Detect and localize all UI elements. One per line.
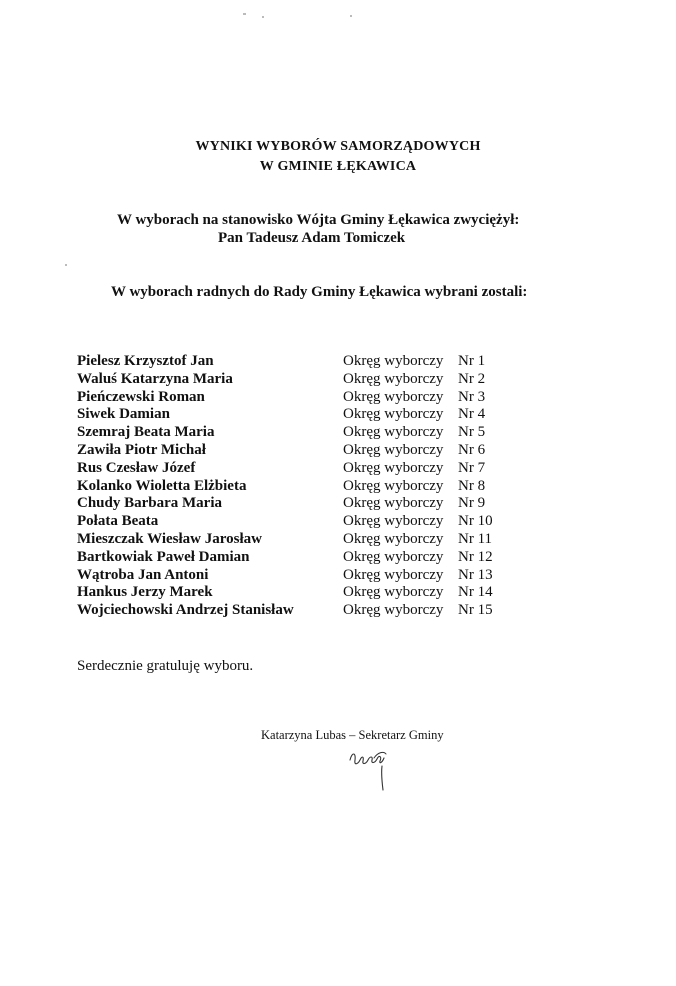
councillor-name: Waluś Katarzyna Maria: [77, 370, 233, 387]
district-number: Nr 2: [458, 370, 486, 387]
scan-speck: [65, 264, 67, 266]
document-title-line-2: W GMINIE ŁĘKAWICA: [259, 159, 417, 174]
district-number: Nr 9: [458, 495, 486, 512]
document-title-line-1: WYNIKI WYBORÓW SAMORZĄDOWYCH: [195, 139, 481, 154]
councillor-name: Pieńczewski Roman: [77, 388, 205, 405]
district-label: Okręg wyborczy: [343, 602, 444, 619]
councillor-row: [77, 442, 517, 460]
councillors-list: [77, 353, 517, 620]
scan-speck: [243, 13, 246, 15]
councillor-name: Rus Czesław Józef: [77, 459, 196, 476]
wojt-winner-name: Pan Tadeusz Adam Tomiczek: [218, 230, 406, 246]
councillor-name: Wątroba Jan Antoni: [77, 566, 209, 583]
district-label: Okręg wyborczy: [343, 406, 444, 423]
district-label: Okręg wyborczy: [343, 424, 444, 441]
scan-speck: [350, 15, 352, 17]
councillor-row: [77, 424, 517, 442]
congratulations-text: Serdecznie gratuluję wyboru.: [77, 658, 254, 674]
district-label: Okręg wyborczy: [343, 566, 444, 583]
councillor-row: [77, 513, 517, 531]
district-number: Nr 14: [458, 584, 493, 601]
district-number: Nr 10: [458, 513, 493, 530]
district-number: Nr 6: [458, 441, 486, 458]
councillor-name: Siwek Damian: [77, 406, 170, 423]
district-label: Okręg wyborczy: [343, 388, 444, 405]
district-number: Nr 7: [458, 459, 486, 476]
district-label: Okręg wyborczy: [343, 495, 444, 512]
district-number: Nr 1: [458, 353, 486, 369]
councillor-row: [77, 460, 517, 478]
signatory-line: Katarzyna Lubas – Sekretarz Gminy: [261, 728, 444, 742]
district-label: Okręg wyborczy: [343, 370, 444, 387]
councillor-name: Zawiła Piotr Michał: [77, 441, 206, 458]
wojt-election-intro: W wyborach na stanowisko Wójta Gminy Łękawica zwyciężył:: [117, 212, 520, 228]
district-number: Nr 5: [458, 424, 486, 441]
councillor-row: [77, 406, 517, 424]
district-number: Nr 8: [458, 477, 486, 494]
councillor-name: Chudy Barbara Maria: [77, 495, 223, 512]
district-label: Okręg wyborczy: [343, 548, 444, 565]
district-number: Nr 12: [458, 548, 493, 565]
councillor-row: [77, 567, 517, 585]
councillor-row: [77, 531, 517, 549]
councillor-name: Bartkowiak Paweł Damian: [77, 548, 250, 565]
councillor-row: [77, 371, 517, 389]
councillor-row: [77, 389, 517, 407]
councillor-name: Kolanko Wioletta Elżbieta: [77, 477, 247, 494]
district-label: Okręg wyborczy: [343, 530, 444, 547]
councillor-name: Mieszczak Wiesław Jarosław: [77, 530, 262, 547]
councillor-name: Hankus Jerzy Marek: [77, 584, 213, 601]
district-label: Okręg wyborczy: [343, 584, 444, 601]
district-number: Nr 3: [458, 388, 486, 405]
councillor-row: [77, 549, 517, 567]
scan-speck: [262, 16, 264, 18]
district-number: Nr 13: [458, 566, 493, 583]
councillor-row: [77, 478, 517, 496]
councillor-row: [77, 584, 517, 602]
councillor-name: Połata Beata: [77, 513, 159, 530]
councillors-election-intro: W wyborach radnych do Rady Gminy Łękawica wybrani zostali:: [111, 284, 528, 300]
handwritten-signature-icon: [344, 742, 394, 794]
councillor-row: [77, 602, 517, 620]
councillor-row: [77, 495, 517, 513]
councillor-name: Pielesz Krzysztof Jan: [77, 353, 214, 369]
councillor-name: Szemraj Beata Maria: [77, 424, 215, 441]
councillor-row: [77, 353, 517, 371]
district-label: Okręg wyborczy: [343, 513, 444, 530]
district-number: Nr 15: [458, 602, 493, 619]
councillor-name: Wojciechowski Andrzej Stanisław: [77, 602, 294, 619]
district-number: Nr 4: [458, 406, 486, 423]
district-label: Okręg wyborczy: [343, 353, 444, 369]
district-label: Okręg wyborczy: [343, 441, 444, 458]
district-label: Okręg wyborczy: [343, 477, 444, 494]
district-label: Okręg wyborczy: [343, 459, 444, 476]
district-number: Nr 11: [458, 530, 493, 547]
